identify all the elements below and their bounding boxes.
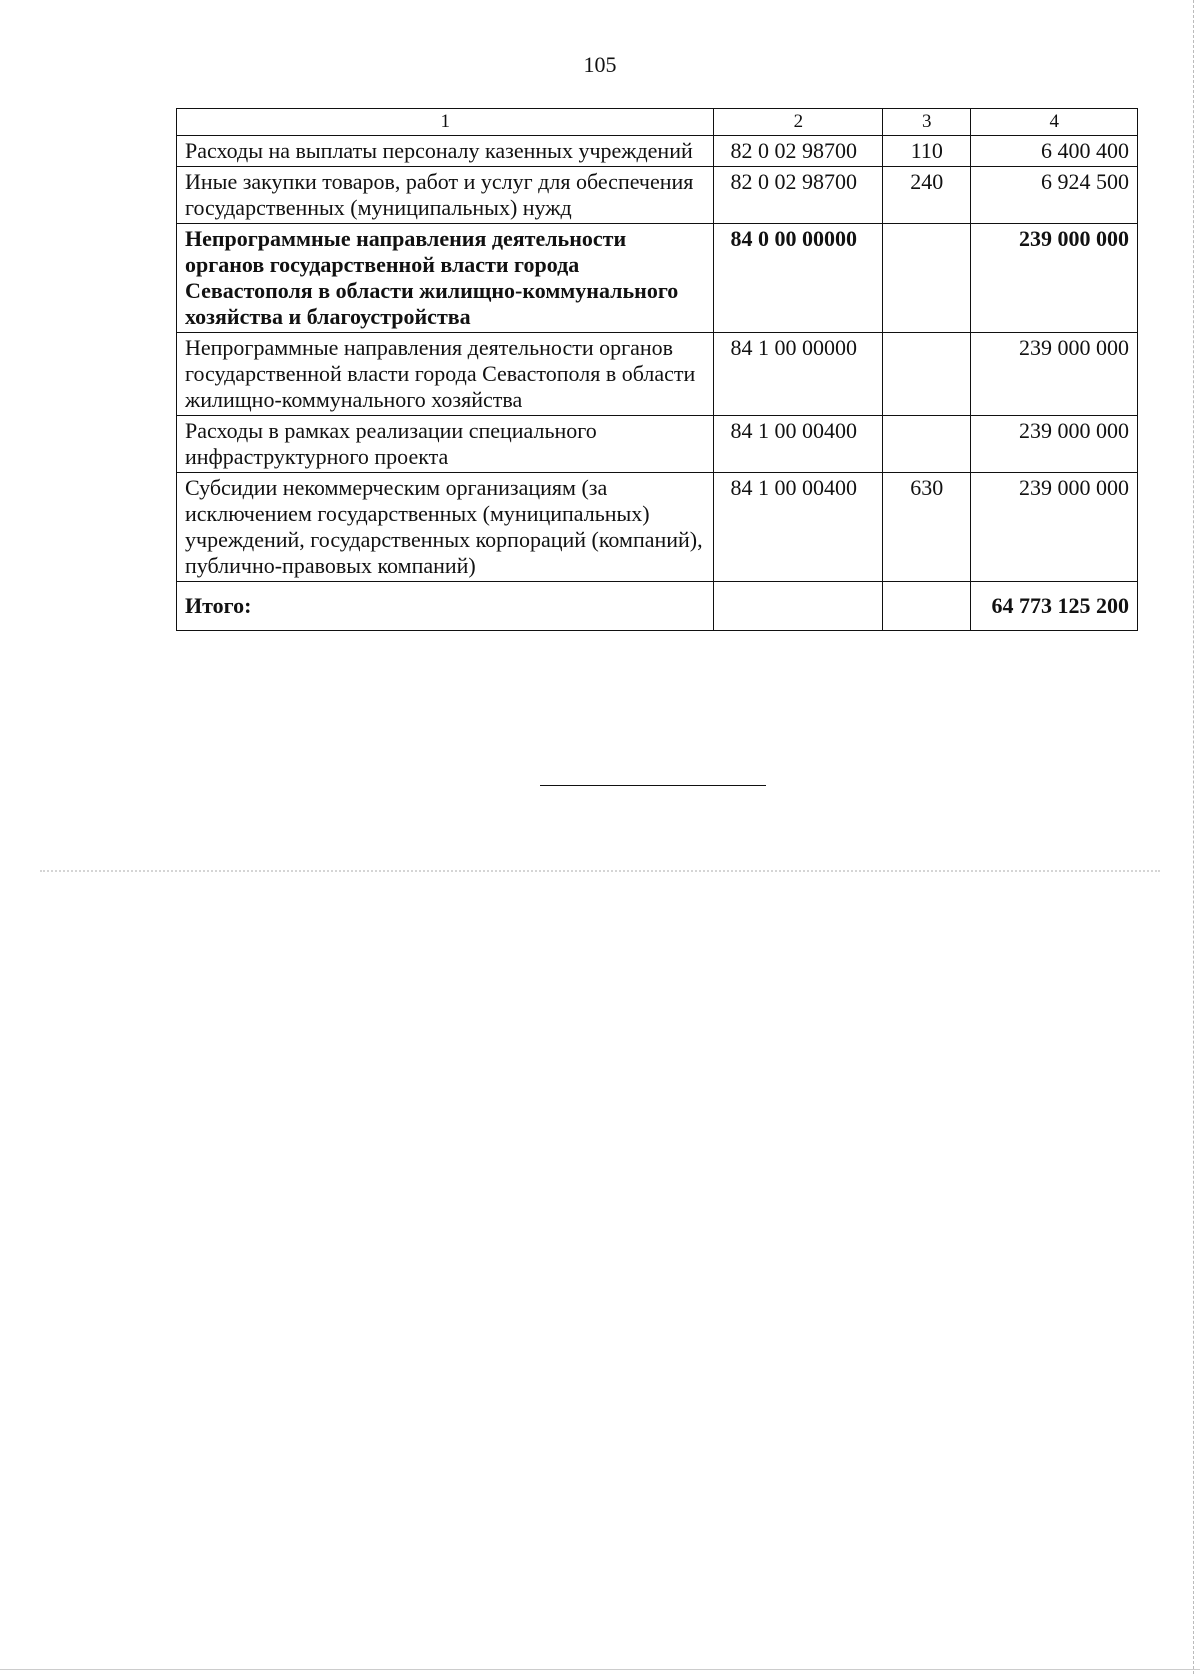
table-header-row — [177, 109, 1138, 136]
row-name: Непрограммные направления деятельности органов государственной власти города Севастополя в области жилищно-коммунального хозяйства — [177, 333, 714, 416]
row-sum: 6 400 400 — [971, 136, 1138, 167]
total-sum: 64 773 125 200 — [971, 582, 1138, 631]
end-of-table-rule — [540, 785, 766, 786]
row-name: Расходы в рамках реализации специального инфраструктурного проекта — [177, 416, 714, 473]
table-row — [177, 224, 1138, 333]
total-row — [177, 582, 1138, 631]
column-header-2: 2 — [714, 109, 883, 136]
scan-page-edge-right — [1193, 0, 1194, 1674]
column-header-3: 3 — [883, 109, 971, 136]
row-expense-type: 630 — [883, 473, 971, 582]
row-expense-type: 110 — [883, 136, 971, 167]
row-code: 84 1 00 00400 — [714, 473, 883, 582]
scan-artifact-dots — [40, 870, 1160, 876]
column-header-1: 1 — [177, 109, 714, 136]
row-expense-type — [883, 333, 971, 416]
row-sum: 239 000 000 — [971, 224, 1138, 333]
total-expense-type — [883, 582, 971, 631]
total-label: Итого: — [177, 582, 714, 631]
row-expense-type: 240 — [883, 167, 971, 224]
table-row — [177, 333, 1138, 416]
row-code: 82 0 02 98700 — [714, 136, 883, 167]
table-row — [177, 136, 1138, 167]
page-number: 105 — [583, 52, 617, 77]
row-expense-type — [883, 224, 971, 333]
row-name: Расходы на выплаты персоналу казенных учреждений — [177, 136, 714, 167]
table-row — [177, 473, 1138, 582]
row-sum: 6 924 500 — [971, 167, 1138, 224]
table-row — [177, 416, 1138, 473]
budget-table — [176, 108, 1138, 631]
row-code: 84 0 00 00000 — [714, 224, 883, 333]
row-name: Иные закупки товаров, работ и услуг для обеспечения государственных (муниципальных) нужд — [177, 167, 714, 224]
row-code: 82 0 02 98700 — [714, 167, 883, 224]
row-sum: 239 000 000 — [971, 333, 1138, 416]
row-code: 84 1 00 00000 — [714, 333, 883, 416]
row-sum: 239 000 000 — [971, 416, 1138, 473]
row-sum: 239 000 000 — [971, 473, 1138, 582]
row-code: 84 1 00 00400 — [714, 416, 883, 473]
scan-page-edge-bottom — [0, 1669, 1200, 1670]
row-name: Непрограммные направления деятельности органов государственной власти города Севастополя в области жилищно-коммунального хозяйства и благоустройства — [177, 224, 714, 333]
table-row — [177, 167, 1138, 224]
total-code — [714, 582, 883, 631]
column-header-4: 4 — [971, 109, 1138, 136]
row-expense-type — [883, 416, 971, 473]
row-name: Субсидии некоммерческим организациям (за исключением государственных (муниципальных) учреждений, государственных корпораций (компаний), публично-правовых компаний) — [177, 473, 714, 582]
